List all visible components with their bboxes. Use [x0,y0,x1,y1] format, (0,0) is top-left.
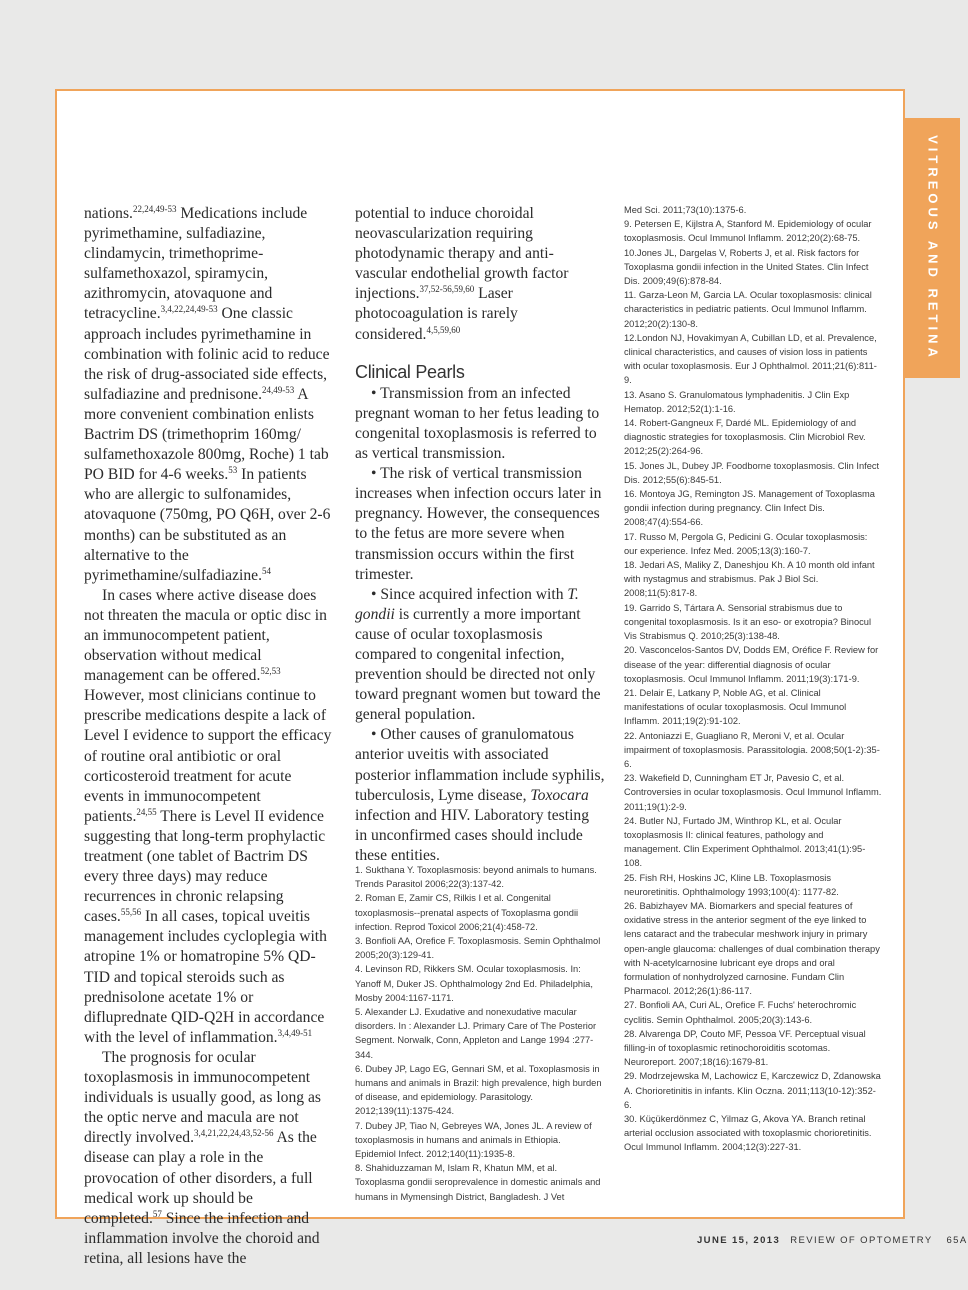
reference-item: 1. Sukthana Y. Toxoplasmosis: beyond animals to humans. Trends Parasitol 2006;22(3):137-42. [355,865,597,890]
reference-item: 18. Jedari AS, Maliky Z, Daneshjou Kh. A 10 month old infant with nystagmus and strabismus. Pak J Biol Sci. 2008;11(5):817-8. [624,560,875,599]
reference-item: 29. Modrzejewska M, Lachowicz E, Karczewicz D, Zdanowska A. Chorioretinitis in infants. Klin Oczna. 2011;113(10-12):352-6. [624,1071,881,1110]
body-paragraph: nations.$^{22,24,49-53}$ Medications include pyrimethamine, sulfadiazine, clindamycin, trimethoprime-sulfamethoxazol, spiramycin, azithromycin, atovaquone and tetracycline.$^{3,4,22,24,49-53}$ One classic approach includes pyrimethamine in combination with folinic acid to reduce the risk of drug-associated side effects, sulfadiazine and prednisone.$^{24,49-53}$ A more convenient combination enlists Bactrim DS (trimethoprim 160mg/ sulfamethoxazole 800mg, Roche) 1 tab PO BID for 4-6 weeks.$^{53}$ In patients who are allergic to sulfonamides, atovaquone (750mg, PO Q6H, over 2-6 months) can be substituted as an alternative to the pyrimethamine/sulfadiazine.$^{54}$ [84,203,331,584]
reference-item: 26. Babizhayev MA. Biomarkers and special features of oxidative stress in the anterior segment of the eye linked to lens cataract and the trabecular meshwork injury in primary open-angle glaucoma: challenges of dual combination therapy with N-acetylcarnosine lubricant eye drops and oral formulation of nonhydrolyzed carnosine. Fundam Clin Pharmacol. 2012;26(1):86-117. [624,900,880,997]
citation-superscript: 4,5,59,60 [426,324,461,335]
section-tab-label: VITREOUS AND RETINA [925,135,940,361]
reference-item: 27. Bonfioli AA, Curi AL, Orefice F. Fuchs' heterochromic cyclitis. Semin Ophthalmol. 2005;20(3):143-6. [624,1000,857,1025]
reference-item: 4. Levinson RD, Rikkers SM. Ocular toxoplasmosis. In: Yanoff M, Duker JS. Ophthalmology 2nd Ed. Philadelphia, Mosby 2004:1167-1171. [355,964,593,1003]
citation-superscript: 55,56 [120,907,142,918]
reference-item: 19. Garrido S, Tártara A. Sensorial strabismus due to congenital toxoplasmosis. Is it an eso- or exotropia? Binocul Vis Strabismus Q. 2010;25(3):138-48. [624,602,872,642]
pearl-item: • Transmission from an infected pregnant woman to her fetus leading to congenital toxoplasmosis is referred to as vertical transmission. [355,384,600,463]
footer-page-number: 65A [946,1235,968,1246]
reference-item: 17. Russo M, Pergola G, Pedicini G. Ocular toxoplasmosis: our experience. Infez Med. 2005;13(3):160-7. [624,531,868,556]
body-paragraph: The prognosis for ocular toxoplasmosis in immunocompetent individuals is usually good, as long as the optic nerve and macula are not directly involved.$^{3,4,21,22,24,43,52-56}$ As the disease can play a role in the provocation of other disorders, a full medical work up should be completed.$^{57}$ Since the infection and inflammation involve the choroid and retina, all lesions have the [84,1048,321,1267]
citation-superscript: 53 [228,465,238,476]
citation-superscript: 37,52-56,59,60 [419,284,475,295]
reference-item: 20. Vasconcelos-Santos DV, Dodds EM, Oréfice F. Review for disease of the year: differential diagnosis of ocular toxoplasmosis. Ocul Immunol Inflamm. 2011;19(3):171-9. [624,645,879,684]
reference-item: 10.Jones JL, Dargelas V, Roberts J, et al. Risk factors for Toxoplasma gondii infection in the United States. Clin Infect Dis. 2009;49(6):878-84. [624,247,869,287]
clinical-pearls-heading: Clinical Pearls [355,361,465,382]
page-footer [697,1235,968,1246]
citation-superscript: 24,55 [136,806,157,817]
citation-superscript: 24,49-53 [261,384,295,395]
italic-term: T. gondii [355,585,579,623]
references-column-2 [355,863,603,1204]
reference-item: 16. Montoya JG, Remington JS. Management of Toxoplasma gondii infection during pregnancy. Clin Infect Dis. 2008;47(4):554-66. [624,489,875,528]
citation-superscript: 22,24,49-53 [132,203,177,214]
reference-item: Med Sci. 2011;73(10):1375-6. [624,205,747,215]
section-tab [905,118,960,378]
reference-item: 14. Robert-Gangneux F, Dardé ML. Epidemiology of and diagnostic strategies for toxoplasmosis. Clin Microbiol Rev. 2012;25(2):264-96. [624,418,866,457]
citation-superscript: 52,53 [260,665,281,676]
reference-item: 30. Küçükerdönmez C, Yilmaz G, Akova YA. Branch retinal arterial occlusion associated with toxoplasmic chorioretinitis. Ocul Immunol Inflamm. 2004;12(3):227-31. [624,1114,872,1153]
reference-item: 25. Fish RH, Hoskins JC, Kline LB. Toxoplasmosis neuroretinitis. Ophthalmology 1993;100(4): 1177-82. [624,872,839,897]
footer-date: JUNE 15, 2013 [697,1235,781,1246]
pearl-item: • The risk of vertical transmission increases when infection occurs later in pregnancy. However, the consequences to the fetus are more severe when transmission occurs within the first trimester. [355,465,602,583]
citation-superscript: 3,4,21,22,24,43,52-56 [194,1128,274,1139]
reference-item: 28. Alvarenga DP, Couto MF, Pessoa VF. Perceptual visual filling-in of toxoplasmic retinochoroiditis scotomas. Neuroreport. 2007;18(16):1679-81. [624,1028,866,1068]
citation-superscript: 57 [152,1208,162,1219]
reference-item: 6. Dubey JP, Lago EG, Gennari SM, et al. Toxoplasmosis in humans and animals in Brazil: high prevalence, high burden of disease, and epidemiology. Parasitology. 2012;139(11):1375-424. [355,1063,602,1117]
citation-superscript: 3,4,22,24,49-53 [160,304,218,315]
italic-term: Toxocara [530,786,589,804]
citation-superscript: 54 [261,565,271,576]
reference-item: 12.London NJ, Hovakimyan A, Cubillan LD, et al. Prevalence, clinical characteristics, and causes of vision loss in patients with ocular toxoplasmosis. Eur J Ophthalmol. 2011;21(6):811-9. [624,332,877,386]
references-column-3 [624,203,882,1155]
reference-item: 15. Jones JL, Dubey JP. Foodborne toxoplasmosis. Clin Infect Dis. 2012;55(6):845-51. [624,460,880,485]
body-paragraph: potential to induce choroidal neovascularization requiring photodynamic therapy and anti-vascular endothelial growth factor injections.$^{37,52-56,59,60}$ Laser photocoagulation is rarely considered.$^{4,5,59,60}$ [355,205,569,343]
reference-item: 5. Alexander LJ. Exudative and nonexudative macular disorders. In : Alexander LJ. Primary Care of The Posterior Segment. Norwalk, Conn, Appleton and Lange 1994 :277-344. [355,1007,597,1060]
reference-item: 22. Antoniazzi E, Guagliano R, Meroni V, et al. Ocular impairment of toxoplasmosis. Parassitologia. 2008;50(1-2):35-6. [624,730,880,769]
pearl-item: • Other causes of granulomatous anterior uveitis with associated posterior inflammation include syphilis, tuberculosis, Lyme disease, Toxocara infection and HIV. Laboratory testing in unconfirmed cases should include these entities. [355,726,605,864]
reference-item: 8. Shahiduzzaman M, Islam R, Khatun MM, et al. Toxoplasma gondii seroprevalence in domestic animals and humans in Mymensingh District, Bangladesh. J Vet [355,1163,601,1202]
body-column-1 [84,204,334,1269]
reference-item: 13. Asano S. Granulomatous lymphadenitis. J Clin Exp Hematop. 2012;52(1):1-16. [624,389,850,414]
reference-item: 11. Garza-Leon M, Garcia LA. Ocular toxoplasmosis: clinical characteristics in pediatric patients. Ocul Immunol Inflamm. 2012;20(2):130-8. [624,290,872,329]
reference-item: 23. Wakefield D, Cunningham ET Jr, Pavesio C, et al. Controversies in ocular toxoplasmosis. Ocul Immunol Inflamm. 2011;19(1):2-9. [624,773,882,812]
body-column-2 [355,204,605,866]
reference-item: 2. Roman E, Zamir CS, Rilkis I et al. Congenital toxoplasmosis--prenatal aspects of Toxoplasma gondii infection. Reprod Toxicol 2006;21(4):458-72. [355,893,579,932]
reference-item: 3. Bonfioli AA, Orefice F. Toxoplasmosis. Semin Ophthalmol 2005;20(3):129-41. [355,936,601,961]
citation-superscript: 3,4,49-51 [277,1027,313,1038]
reference-item: 9. Petersen E, Kijlstra A, Stanford M. Epidemiology of ocular toxoplasmosis. Ocul Immunol Inflamm. 2012;20(2):68-75. [624,219,872,244]
footer-publication: REVIEW OF OPTOMETRY [790,1235,933,1246]
body-paragraph: In cases where active disease does not threaten the macula or optic disc in an immunocompetent patient, observation without medical management can be offered.$^{52,53}$ However, most clinicians continue to prescribe medications despite a lack of Level I evidence to support the efficacy of routine oral antibiotic or oral corticosteroid treatment for acute events in immunocompetent patients.$^{24,55}$ There is Level II evidence suggesting that long-term prophylactic treatment (one tablet of Bactrim DS every three days) may reduce recurrences in chronic relapsing cases.$^{55,56}$ In all cases, topical uveitis management includes cycloplegia with atropine 1% or homatropine 5% QD-TID and topical steroids such as prednisolone acetate 1% or difluprednate QID-Q2H in accordance with the level of inflammation.$^{3,4,49-51}$ [84,586,332,1046]
reference-item: 24. Butler NJ, Furtado JM, Winthrop KL, et al. Ocular toxoplasmosis II: clinical features, pathology and management. Clin Experiment Ophthalmol. 2013;41(1):95-108. [624,815,866,869]
pearl-item: • Since acquired infection with T. gondii is currently a more important cause of ocular toxoplasmosis compared to congenital infection, prevention should be directed not only toward pregnant women but toward the general population. [355,585,601,724]
reference-item: 21. Delair E, Latkany P, Noble AG, et al. Clinical manifestations of ocular toxoplasmosis. Ocul Immunol Inflamm. 2011;19(2):91-102. [624,687,847,727]
reference-item: 7. Dubey JP, Tiao N, Gebreyes WA, Jones JL. A review of toxoplasmosis in humans and animals in Ethiopia. Epidemiol Infect. 2012;140(11):1935-8. [355,1120,592,1160]
